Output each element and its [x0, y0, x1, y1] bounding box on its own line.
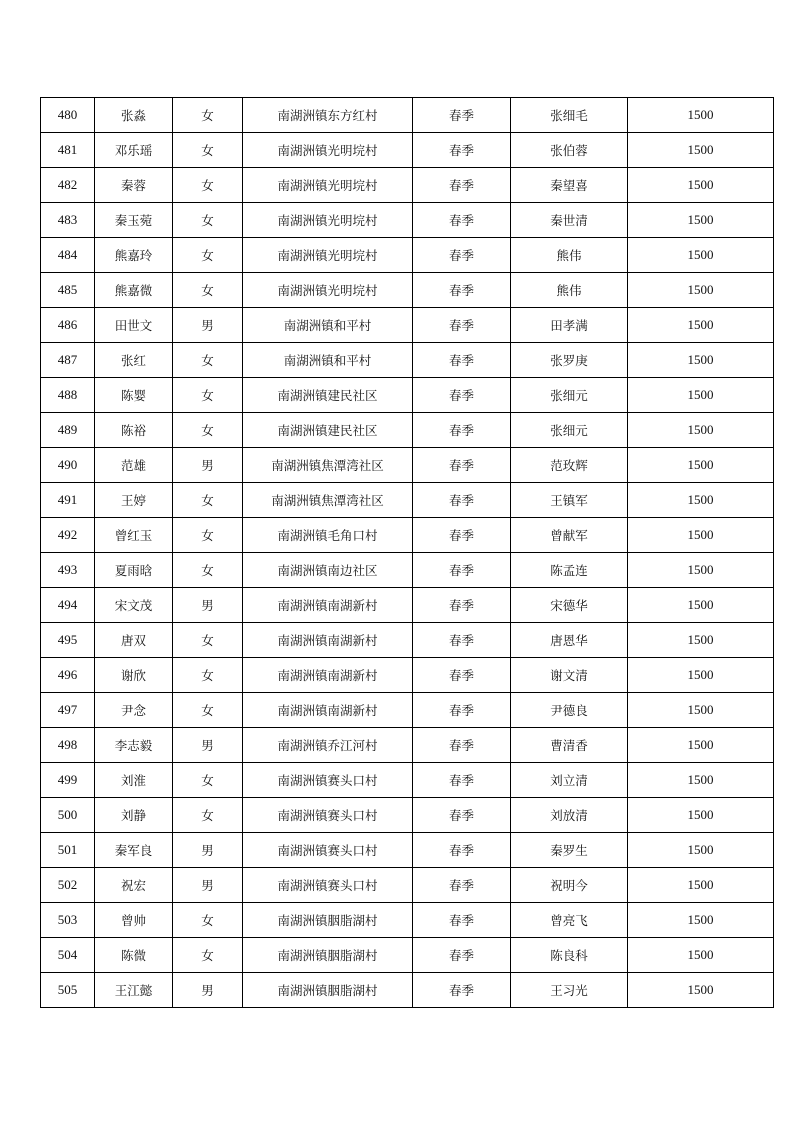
address-cell: 南湖洲镇南湖新村 [243, 623, 413, 658]
guardian-name-cell: 祝明今 [511, 868, 628, 903]
guardian-name-cell: 曾献军 [511, 518, 628, 553]
table-row [41, 658, 774, 693]
table-row [41, 728, 774, 763]
row-number-cell: 487 [41, 343, 95, 378]
season-cell: 春季 [413, 203, 511, 238]
table-row [41, 378, 774, 413]
row-number-cell: 500 [41, 798, 95, 833]
student-name-cell: 谢欣 [95, 658, 173, 693]
amount-cell: 1500 [628, 448, 774, 483]
gender-cell: 女 [173, 238, 243, 273]
address-cell: 南湖洲镇焦潭湾社区 [243, 483, 413, 518]
address-cell: 南湖洲镇胭脂湖村 [243, 903, 413, 938]
student-name-cell: 王江懿 [95, 973, 173, 1008]
amount-cell: 1500 [628, 973, 774, 1008]
address-cell: 南湖洲镇光明垸村 [243, 203, 413, 238]
address-cell: 南湖洲镇南湖新村 [243, 588, 413, 623]
row-number-cell: 485 [41, 273, 95, 308]
amount-cell: 1500 [628, 588, 774, 623]
season-cell: 春季 [413, 868, 511, 903]
guardian-name-cell: 熊伟 [511, 238, 628, 273]
row-number-cell: 488 [41, 378, 95, 413]
address-cell: 南湖洲镇建民社区 [243, 413, 413, 448]
guardian-name-cell: 宋德华 [511, 588, 628, 623]
table-row [41, 763, 774, 798]
season-cell: 春季 [413, 343, 511, 378]
table-row [41, 518, 774, 553]
row-number-cell: 490 [41, 448, 95, 483]
guardian-name-cell: 张罗庚 [511, 343, 628, 378]
row-number-cell: 480 [41, 98, 95, 133]
amount-cell: 1500 [628, 518, 774, 553]
table-row [41, 308, 774, 343]
gender-cell: 男 [173, 868, 243, 903]
gender-cell: 女 [173, 378, 243, 413]
gender-cell: 男 [173, 833, 243, 868]
row-number-cell: 482 [41, 168, 95, 203]
season-cell: 春季 [413, 833, 511, 868]
amount-cell: 1500 [628, 133, 774, 168]
table-row [41, 238, 774, 273]
amount-cell: 1500 [628, 273, 774, 308]
address-cell: 南湖洲镇赛头口村 [243, 763, 413, 798]
recipient-table [40, 97, 774, 1008]
gender-cell: 女 [173, 273, 243, 308]
row-number-cell: 499 [41, 763, 95, 798]
gender-cell: 女 [173, 623, 243, 658]
amount-cell: 1500 [628, 238, 774, 273]
address-cell: 南湖洲镇东方红村 [243, 98, 413, 133]
season-cell: 春季 [413, 238, 511, 273]
amount-cell: 1500 [628, 203, 774, 238]
guardian-name-cell: 谢文清 [511, 658, 628, 693]
table-row [41, 588, 774, 623]
row-number-cell: 502 [41, 868, 95, 903]
table-row [41, 903, 774, 938]
address-cell: 南湖洲镇胭脂湖村 [243, 973, 413, 1008]
season-cell: 春季 [413, 448, 511, 483]
amount-cell: 1500 [628, 553, 774, 588]
address-cell: 南湖洲镇赛头口村 [243, 868, 413, 903]
season-cell: 春季 [413, 308, 511, 343]
guardian-name-cell: 范玫辉 [511, 448, 628, 483]
amount-cell: 1500 [628, 413, 774, 448]
season-cell: 春季 [413, 273, 511, 308]
address-cell: 南湖洲镇光明垸村 [243, 168, 413, 203]
student-name-cell: 刘淮 [95, 763, 173, 798]
address-cell: 南湖洲镇和平村 [243, 343, 413, 378]
season-cell: 春季 [413, 588, 511, 623]
table-row [41, 133, 774, 168]
guardian-name-cell: 张细元 [511, 378, 628, 413]
address-cell: 南湖洲镇光明垸村 [243, 273, 413, 308]
season-cell: 春季 [413, 798, 511, 833]
guardian-name-cell: 张伯蓉 [511, 133, 628, 168]
amount-cell: 1500 [628, 308, 774, 343]
season-cell: 春季 [413, 413, 511, 448]
gender-cell: 男 [173, 308, 243, 343]
season-cell: 春季 [413, 763, 511, 798]
student-name-cell: 陈婴 [95, 378, 173, 413]
gender-cell: 男 [173, 973, 243, 1008]
table-row [41, 98, 774, 133]
row-number-cell: 503 [41, 903, 95, 938]
season-cell: 春季 [413, 658, 511, 693]
student-name-cell: 秦玉菀 [95, 203, 173, 238]
address-cell: 南湖洲镇和平村 [243, 308, 413, 343]
address-cell: 南湖洲镇赛头口村 [243, 833, 413, 868]
row-number-cell: 489 [41, 413, 95, 448]
gender-cell: 女 [173, 98, 243, 133]
season-cell: 春季 [413, 623, 511, 658]
guardian-name-cell: 刘放清 [511, 798, 628, 833]
table-row [41, 168, 774, 203]
guardian-name-cell: 田孝满 [511, 308, 628, 343]
student-name-cell: 张淼 [95, 98, 173, 133]
recipient-table-body [41, 98, 774, 1008]
guardian-name-cell: 唐恩华 [511, 623, 628, 658]
amount-cell: 1500 [628, 868, 774, 903]
season-cell: 春季 [413, 903, 511, 938]
gender-cell: 女 [173, 168, 243, 203]
guardian-name-cell: 陈孟连 [511, 553, 628, 588]
table-row [41, 693, 774, 728]
address-cell: 南湖洲镇光明垸村 [243, 238, 413, 273]
gender-cell: 女 [173, 133, 243, 168]
table-row [41, 553, 774, 588]
student-name-cell: 夏雨晗 [95, 553, 173, 588]
student-name-cell: 范雄 [95, 448, 173, 483]
table-row [41, 343, 774, 378]
guardian-name-cell: 张细元 [511, 413, 628, 448]
row-number-cell: 481 [41, 133, 95, 168]
student-name-cell: 曾帅 [95, 903, 173, 938]
table-row [41, 203, 774, 238]
amount-cell: 1500 [628, 98, 774, 133]
guardian-name-cell: 曹清香 [511, 728, 628, 763]
address-cell: 南湖洲镇建民社区 [243, 378, 413, 413]
student-name-cell: 刘静 [95, 798, 173, 833]
amount-cell: 1500 [628, 483, 774, 518]
row-number-cell: 497 [41, 693, 95, 728]
guardian-name-cell: 王习光 [511, 973, 628, 1008]
student-name-cell: 邓乐瑶 [95, 133, 173, 168]
amount-cell: 1500 [628, 833, 774, 868]
row-number-cell: 484 [41, 238, 95, 273]
gender-cell: 女 [173, 903, 243, 938]
gender-cell: 女 [173, 413, 243, 448]
address-cell: 南湖洲镇毛角口村 [243, 518, 413, 553]
guardian-name-cell: 熊伟 [511, 273, 628, 308]
gender-cell: 男 [173, 588, 243, 623]
amount-cell: 1500 [628, 693, 774, 728]
address-cell: 南湖洲镇赛头口村 [243, 798, 413, 833]
gender-cell: 女 [173, 798, 243, 833]
season-cell: 春季 [413, 553, 511, 588]
gender-cell: 女 [173, 483, 243, 518]
gender-cell: 女 [173, 763, 243, 798]
student-name-cell: 秦蓉 [95, 168, 173, 203]
row-number-cell: 486 [41, 308, 95, 343]
season-cell: 春季 [413, 98, 511, 133]
amount-cell: 1500 [628, 658, 774, 693]
season-cell: 春季 [413, 693, 511, 728]
student-name-cell: 张红 [95, 343, 173, 378]
gender-cell: 女 [173, 203, 243, 238]
gender-cell: 女 [173, 938, 243, 973]
address-cell: 南湖洲镇南湖新村 [243, 693, 413, 728]
guardian-name-cell: 陈良科 [511, 938, 628, 973]
table-row [41, 973, 774, 1008]
guardian-name-cell: 尹德良 [511, 693, 628, 728]
gender-cell: 男 [173, 728, 243, 763]
student-name-cell: 熊嘉玲 [95, 238, 173, 273]
gender-cell: 女 [173, 343, 243, 378]
student-name-cell: 尹念 [95, 693, 173, 728]
student-name-cell: 唐双 [95, 623, 173, 658]
amount-cell: 1500 [628, 343, 774, 378]
table-row [41, 273, 774, 308]
student-name-cell: 曾红玉 [95, 518, 173, 553]
row-number-cell: 493 [41, 553, 95, 588]
gender-cell: 女 [173, 658, 243, 693]
amount-cell: 1500 [628, 728, 774, 763]
season-cell: 春季 [413, 168, 511, 203]
table-row [41, 448, 774, 483]
row-number-cell: 505 [41, 973, 95, 1008]
guardian-name-cell: 曾亮飞 [511, 903, 628, 938]
guardian-name-cell: 刘立清 [511, 763, 628, 798]
row-number-cell: 491 [41, 483, 95, 518]
address-cell: 南湖洲镇乔江河村 [243, 728, 413, 763]
gender-cell: 男 [173, 448, 243, 483]
guardian-name-cell: 王镇军 [511, 483, 628, 518]
student-name-cell: 熊嘉微 [95, 273, 173, 308]
table-row [41, 833, 774, 868]
address-cell: 南湖洲镇光明垸村 [243, 133, 413, 168]
season-cell: 春季 [413, 518, 511, 553]
gender-cell: 女 [173, 693, 243, 728]
row-number-cell: 492 [41, 518, 95, 553]
student-name-cell: 李志毅 [95, 728, 173, 763]
row-number-cell: 504 [41, 938, 95, 973]
amount-cell: 1500 [628, 798, 774, 833]
amount-cell: 1500 [628, 378, 774, 413]
address-cell: 南湖洲镇焦潭湾社区 [243, 448, 413, 483]
table-row [41, 798, 774, 833]
student-name-cell: 宋文茂 [95, 588, 173, 623]
student-name-cell: 王婷 [95, 483, 173, 518]
row-number-cell: 496 [41, 658, 95, 693]
season-cell: 春季 [413, 378, 511, 413]
amount-cell: 1500 [628, 168, 774, 203]
season-cell: 春季 [413, 728, 511, 763]
table-row [41, 623, 774, 658]
row-number-cell: 498 [41, 728, 95, 763]
table-row [41, 483, 774, 518]
table-row [41, 938, 774, 973]
season-cell: 春季 [413, 483, 511, 518]
table-row [41, 413, 774, 448]
gender-cell: 女 [173, 518, 243, 553]
student-name-cell: 祝宏 [95, 868, 173, 903]
season-cell: 春季 [413, 938, 511, 973]
student-name-cell: 陈微 [95, 938, 173, 973]
student-name-cell: 田世文 [95, 308, 173, 343]
student-name-cell: 陈裕 [95, 413, 173, 448]
address-cell: 南湖洲镇胭脂湖村 [243, 938, 413, 973]
row-number-cell: 501 [41, 833, 95, 868]
season-cell: 春季 [413, 973, 511, 1008]
season-cell: 春季 [413, 133, 511, 168]
amount-cell: 1500 [628, 938, 774, 973]
row-number-cell: 494 [41, 588, 95, 623]
address-cell: 南湖洲镇南边社区 [243, 553, 413, 588]
guardian-name-cell: 秦望喜 [511, 168, 628, 203]
guardian-name-cell: 秦罗生 [511, 833, 628, 868]
guardian-name-cell: 秦世清 [511, 203, 628, 238]
row-number-cell: 483 [41, 203, 95, 238]
student-name-cell: 秦军良 [95, 833, 173, 868]
amount-cell: 1500 [628, 903, 774, 938]
guardian-name-cell: 张细毛 [511, 98, 628, 133]
table-row [41, 868, 774, 903]
address-cell: 南湖洲镇南湖新村 [243, 658, 413, 693]
amount-cell: 1500 [628, 623, 774, 658]
row-number-cell: 495 [41, 623, 95, 658]
gender-cell: 女 [173, 553, 243, 588]
amount-cell: 1500 [628, 763, 774, 798]
